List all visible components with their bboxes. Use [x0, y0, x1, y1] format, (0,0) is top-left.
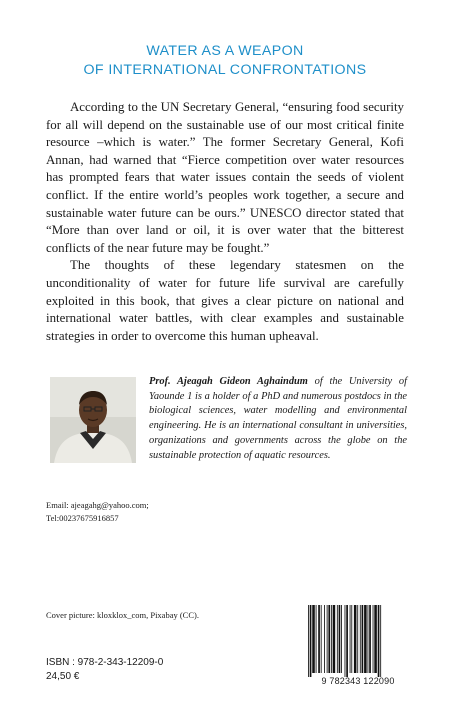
barcode-bar [339, 605, 341, 673]
cover-picture-credit: Cover picture: kloxklox_com, Pixabay (CC). [46, 610, 199, 620]
author-bio [149, 375, 407, 463]
author-name: Prof. Ajeagah Gideon Aghaindum [149, 376, 308, 387]
barcode-bar [345, 605, 346, 677]
barcode-bar [378, 605, 380, 677]
title-line-1: WATER AS A WEAPON [146, 43, 304, 59]
isbn-number: ISBN : 978-2-343-12209-0 [46, 657, 164, 668]
barcode [307, 605, 407, 677]
author-portrait-image [50, 377, 136, 463]
barcode-bar [380, 605, 381, 677]
barcode-bar [318, 605, 320, 673]
barcode-bar [328, 605, 330, 673]
title-line-2: OF INTERNATIONAL CONFRONTATIONS [83, 62, 367, 78]
barcode-bar [327, 605, 328, 673]
book-title [0, 42, 450, 80]
barcode-bar [373, 605, 374, 673]
barcode-bar [308, 605, 309, 677]
barcode-bar [357, 605, 358, 673]
author-bio-text: of the University of Yaounde 1 is a holder of a PhD and numerous postdocs in the biological sciences, water modelling and environmental engineering. He is an international consultant in universities, organizations and governments across the globe on the sustainable protection of aquatic resources. [149, 376, 407, 461]
barcode-bar [360, 605, 361, 673]
blurb [46, 99, 404, 345]
barcode-bar [337, 605, 338, 673]
barcode-bar [354, 605, 357, 673]
barcode-bar [364, 605, 367, 673]
barcode-bar [324, 605, 325, 673]
barcode-bar [374, 605, 377, 673]
barcode-bar [368, 605, 369, 673]
barcode-bar [316, 605, 317, 673]
barcode-bar [350, 605, 351, 673]
barcode-bar [369, 605, 371, 673]
barcode-bar [331, 605, 332, 673]
barcode-number: 9 782343 122090 [321, 676, 395, 686]
author-photo [50, 377, 136, 463]
barcode-bar [351, 605, 352, 673]
barcode-bar [362, 605, 364, 673]
blurb-paragraph-1: According to the UN Secretary General, “ensuring food security for all will depend on the sustainable use of our most critical finite resource –which is water.” The former Secretary General, Kofi Annan, had warned that “Fierce competition over water resources has prompted fears that water issues contain the seeds of violent conflict. If the entire world’s peoples work together, a secure and sustainable water future can be ours.” UNESCO director stated that “More than over land or oil, it is over water that the bitterest conflicts of the near future may be fought.” [46, 100, 404, 255]
barcode-bar [346, 605, 348, 677]
isbn-block [46, 656, 163, 684]
barcode-bar [321, 605, 322, 673]
barcode-bar [310, 605, 312, 677]
barcode-bar [341, 605, 342, 673]
blurb-paragraph-2: The thoughts of these legendary statesmen on the unconditionality of water for future life survival are carefully exploited in this book, that gives a clear picture on national and international water battles, with clear examples and sustainable strategies in order to overcome this human upheaval. [46, 258, 404, 343]
contact-email: Email: ajeagahg@yahoo.com; [46, 500, 149, 510]
barcode-bar [333, 605, 336, 673]
barcode-bar [312, 605, 315, 673]
contact-info [46, 499, 149, 525]
contact-phone: Tel:00237675916857 [46, 513, 119, 523]
price: 24,50 € [46, 671, 80, 682]
